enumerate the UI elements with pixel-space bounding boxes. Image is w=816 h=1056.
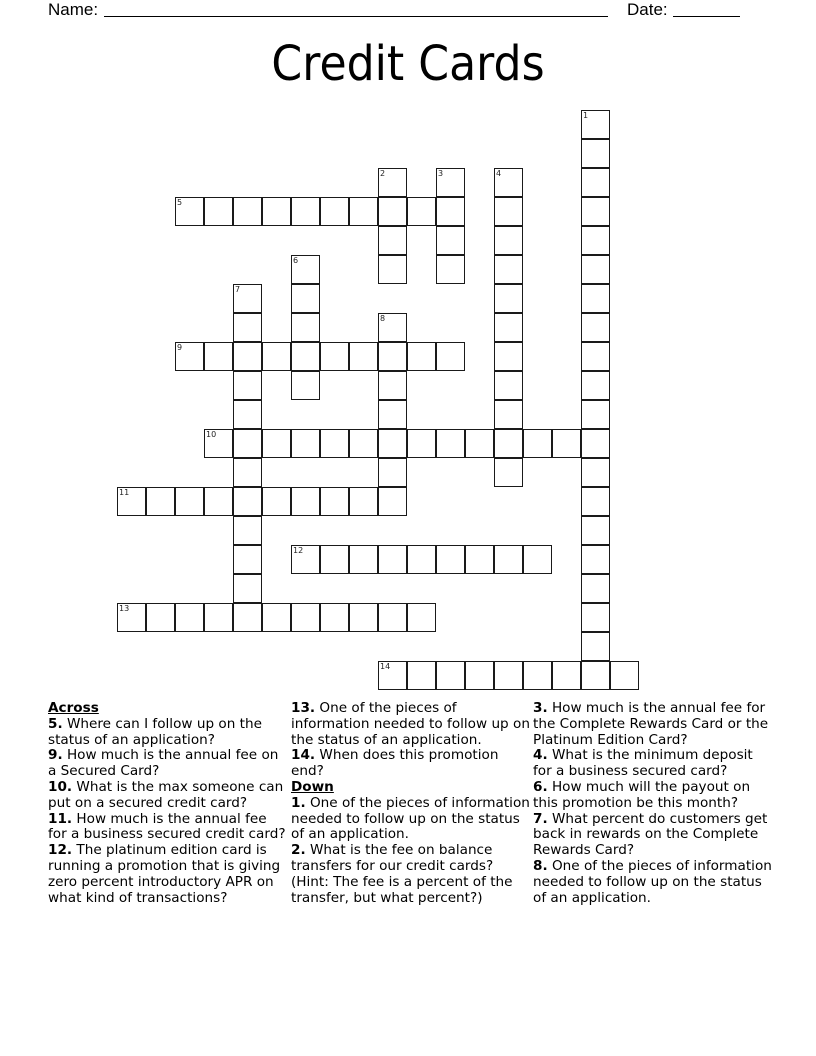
clue-down-8	[533, 859, 773, 906]
grid-cell[interactable]	[291, 429, 320, 458]
grid-cell[interactable]	[320, 197, 349, 226]
grid-cell[interactable]	[291, 342, 320, 371]
grid-cell[interactable]	[494, 284, 523, 313]
grid-cell[interactable]	[581, 371, 610, 400]
clue-text: How much is the annual fee on a Secured Card?	[48, 747, 279, 780]
clue-across-11	[48, 812, 288, 844]
grid-cell[interactable]	[494, 458, 523, 487]
grid-cell[interactable]	[349, 342, 378, 371]
grid-cell[interactable]	[204, 429, 233, 458]
grid-cell[interactable]	[320, 487, 349, 516]
grid-cell[interactable]	[436, 168, 465, 197]
grid-cell[interactable]	[262, 603, 291, 632]
grid-cell[interactable]	[233, 313, 262, 342]
clue-number: 9.	[48, 747, 63, 764]
grid-cell[interactable]	[378, 371, 407, 400]
grid-cell[interactable]	[291, 255, 320, 284]
clue-text: What is the minimum deposit for a business secured card?	[533, 747, 753, 780]
clue-number: 13.	[291, 700, 316, 716]
clue-text: How much is the annual fee for the Complete Rewards Card or the Platinum Edition Card?	[533, 700, 769, 748]
grid-cell[interactable]	[581, 342, 610, 371]
clue-number: 8.	[533, 857, 548, 874]
grid-cell[interactable]	[494, 197, 523, 226]
clue-number-label: 6	[293, 256, 299, 265]
grid-cell[interactable]	[349, 603, 378, 632]
grid-cell[interactable]	[146, 487, 175, 516]
grid-cell[interactable]	[581, 226, 610, 255]
clue-down-4	[533, 748, 773, 780]
grid-cell[interactable]	[378, 545, 407, 574]
grid-cell[interactable]	[581, 168, 610, 197]
grid-cell[interactable]	[581, 632, 610, 661]
clue-number-label: 11	[119, 488, 130, 497]
clue-number-label: 1	[583, 111, 589, 120]
clue-text: What is the max someone can put on a secured credit card?	[48, 778, 284, 811]
grid-cell[interactable]	[378, 661, 407, 690]
grid-cell[interactable]	[320, 545, 349, 574]
grid-cell[interactable]	[581, 313, 610, 342]
clue-number-label: 12	[293, 546, 304, 555]
grid-cell[interactable]	[523, 429, 552, 458]
grid-cell[interactable]	[378, 255, 407, 284]
grid-cell[interactable]	[552, 429, 581, 458]
grid-cell[interactable]	[436, 342, 465, 371]
grid-cell[interactable]	[407, 342, 436, 371]
clue-text: One of the pieces of information needed to follow up on the status of an application.	[533, 857, 772, 906]
grid-cell[interactable]	[581, 197, 610, 226]
grid-cell[interactable]	[204, 197, 233, 226]
grid-cell[interactable]	[436, 545, 465, 574]
clue-across-10	[48, 780, 288, 812]
grid-cell[interactable]	[436, 661, 465, 690]
clue-number-label: 7	[235, 285, 241, 294]
clue-number: 3.	[533, 700, 548, 716]
grid-cell[interactable]	[262, 429, 291, 458]
grid-cell[interactable]	[291, 313, 320, 342]
grid-cell[interactable]	[407, 661, 436, 690]
grid-cell[interactable]	[378, 197, 407, 226]
clue-text: One of the pieces of information needed to follow up on the status of an application.	[291, 794, 530, 843]
grid-cell[interactable]	[204, 487, 233, 516]
clue-text: When does this promotion end?	[291, 747, 499, 780]
grid-cell[interactable]	[378, 458, 407, 487]
grid-cell[interactable]	[233, 516, 262, 545]
grid-cell[interactable]	[378, 603, 407, 632]
grid-cell[interactable]	[494, 255, 523, 284]
grid-cell[interactable]	[233, 458, 262, 487]
grid-cell[interactable]	[581, 487, 610, 516]
grid-cell[interactable]	[204, 603, 233, 632]
clue-number-label: 14	[380, 662, 391, 671]
grid-cell[interactable]	[233, 371, 262, 400]
clue-across-9	[48, 748, 288, 780]
clue-across-5	[48, 717, 288, 749]
grid-cell[interactable]	[291, 197, 320, 226]
grid-cell[interactable]	[610, 661, 639, 690]
grid-cell[interactable]	[465, 661, 494, 690]
name-label: Name:	[48, 0, 99, 19]
clue-number-label: 2	[380, 169, 386, 178]
grid-cell[interactable]	[494, 661, 523, 690]
grid-cell[interactable]	[175, 603, 204, 632]
grid-cell[interactable]	[407, 197, 436, 226]
clue-number: 5.	[48, 715, 63, 732]
grid-cell[interactable]	[233, 603, 262, 632]
clue-across-14	[291, 748, 531, 780]
grid-cell[interactable]	[262, 342, 291, 371]
clue-number: 4.	[533, 747, 548, 764]
clues-column-1	[48, 701, 288, 906]
grid-cell[interactable]	[494, 545, 523, 574]
grid-cell[interactable]	[233, 342, 262, 371]
down-heading: Down	[291, 778, 334, 795]
grid-cell[interactable]	[175, 197, 204, 226]
grid-cell[interactable]	[291, 371, 320, 400]
grid-cell[interactable]	[407, 603, 436, 632]
clue-down-7	[533, 812, 773, 859]
clue-across-12	[48, 843, 288, 906]
grid-cell[interactable]	[494, 313, 523, 342]
grid-cell[interactable]	[117, 487, 146, 516]
across-heading: Across	[48, 700, 99, 716]
clue-number-label: 13	[119, 604, 130, 613]
grid-cell[interactable]	[552, 661, 581, 690]
grid-cell[interactable]	[233, 400, 262, 429]
clue-number: 12.	[48, 842, 73, 859]
clue-text: What percent do customers get back in rewards on the Complete Rewards Card?	[533, 810, 768, 859]
grid-cell[interactable]	[233, 487, 262, 516]
grid-cell[interactable]	[233, 545, 262, 574]
date-label: Date:	[627, 0, 668, 19]
clue-number: 1.	[291, 794, 306, 811]
grid-cell[interactable]	[581, 516, 610, 545]
grid-cell[interactable]	[523, 661, 552, 690]
grid-cell[interactable]	[436, 429, 465, 458]
grid-cell[interactable]	[378, 400, 407, 429]
clue-number-label: 4	[496, 169, 502, 178]
grid-cell[interactable]	[494, 371, 523, 400]
clue-number-label: 3	[438, 169, 444, 178]
clues-column-3	[533, 701, 773, 906]
clue-number-label: 10	[206, 430, 217, 439]
grid-cell[interactable]	[233, 284, 262, 313]
grid-cell[interactable]	[320, 429, 349, 458]
grid-cell[interactable]	[581, 458, 610, 487]
grid-cell[interactable]	[262, 487, 291, 516]
grid-cell[interactable]	[581, 429, 610, 458]
grid-cell[interactable]	[581, 110, 610, 139]
clue-text: How much will the payout on this promotion be this month?	[533, 778, 751, 811]
clue-text: How much is the annual fee for a business secured credit card?	[48, 810, 286, 843]
grid-cell[interactable]	[349, 197, 378, 226]
grid-cell[interactable]	[465, 545, 494, 574]
grid-cell[interactable]	[320, 342, 349, 371]
grid-cell[interactable]	[291, 545, 320, 574]
grid-cell[interactable]	[494, 226, 523, 255]
clue-down-6	[533, 780, 773, 812]
grid-cell[interactable]	[494, 429, 523, 458]
clue-number: 11.	[48, 810, 73, 827]
grid-cell[interactable]	[407, 429, 436, 458]
grid-cell[interactable]	[378, 342, 407, 371]
grid-cell[interactable]	[117, 603, 146, 632]
grid-cell[interactable]	[349, 429, 378, 458]
grid-cell[interactable]	[494, 400, 523, 429]
grid-cell[interactable]	[175, 342, 204, 371]
grid-cell[interactable]	[291, 603, 320, 632]
clue-across-13	[291, 701, 531, 748]
clue-number: 7.	[533, 810, 548, 827]
grid-cell[interactable]	[581, 545, 610, 574]
grid-cell[interactable]	[407, 545, 436, 574]
grid-cell[interactable]	[349, 545, 378, 574]
clue-number-label: 5	[177, 198, 183, 207]
grid-cell[interactable]	[494, 168, 523, 197]
clue-number: 14.	[291, 747, 316, 764]
grid-cell[interactable]	[233, 197, 262, 226]
grid-cell[interactable]	[581, 661, 610, 690]
grid-cell[interactable]	[378, 313, 407, 342]
grid-cell[interactable]	[436, 226, 465, 255]
grid-cell[interactable]	[233, 429, 262, 458]
clue-text: One of the pieces of information needed to follow up on the status of an application.	[291, 700, 530, 748]
grid-cell[interactable]	[378, 168, 407, 197]
page-title: Credit Cards	[271, 36, 545, 92]
clue-number-label: 8	[380, 314, 386, 323]
grid-cell[interactable]	[581, 284, 610, 313]
grid-cell[interactable]	[581, 603, 610, 632]
clues-column-2	[291, 701, 531, 906]
clue-number: 10.	[48, 778, 73, 795]
clue-number: 2.	[291, 842, 306, 859]
grid-cell[interactable]	[175, 487, 204, 516]
grid-cell[interactable]	[204, 342, 233, 371]
clue-down-2	[291, 843, 531, 906]
grid-cell[interactable]	[291, 284, 320, 313]
grid-cell[interactable]	[494, 342, 523, 371]
grid-cell[interactable]	[146, 603, 175, 632]
grid-cell[interactable]	[262, 197, 291, 226]
grid-cell[interactable]	[465, 429, 494, 458]
grid-cell[interactable]	[581, 574, 610, 603]
grid-cell[interactable]	[436, 255, 465, 284]
clue-number: 6.	[533, 778, 548, 795]
clue-text: The platinum edition card is running a promotion that is giving zero percent introductory APR on what kind of transactions?	[48, 842, 281, 906]
grid-cell[interactable]	[378, 487, 407, 516]
clue-number-label: 9	[177, 343, 183, 352]
grid-cell[interactable]	[349, 487, 378, 516]
clue-down-1	[291, 796, 531, 843]
grid-cell[interactable]	[378, 226, 407, 255]
grid-cell[interactable]	[320, 603, 349, 632]
grid-cell[interactable]	[581, 400, 610, 429]
grid-cell[interactable]	[233, 574, 262, 603]
grid-cell[interactable]	[436, 197, 465, 226]
grid-cell[interactable]	[581, 139, 610, 168]
grid-cell[interactable]	[291, 487, 320, 516]
clue-down-3	[533, 701, 773, 748]
grid-cell[interactable]	[378, 429, 407, 458]
grid-cell[interactable]	[523, 545, 552, 574]
clue-text: What is the fee on balance transfers for our credit cards? (Hint: The fee is a percent of the transfer, but what percent?)	[291, 842, 513, 906]
clue-text: Where can I follow up on the status of an application?	[48, 715, 262, 748]
grid-cell[interactable]	[581, 255, 610, 284]
